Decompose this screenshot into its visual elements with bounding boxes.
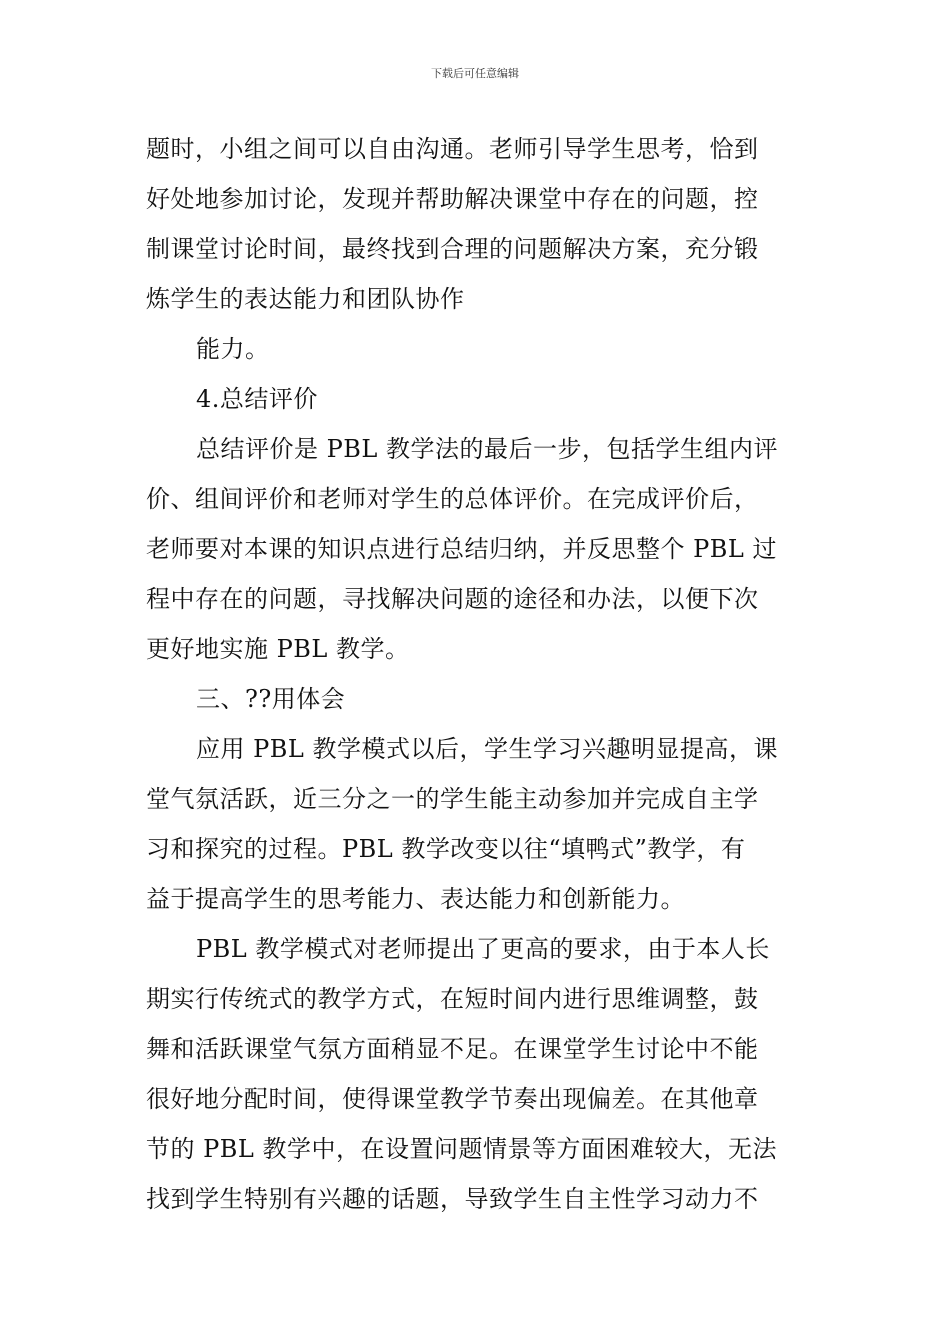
text-line: 应用 PBL 教学模式以后，学生学习兴趣明显提高，课 xyxy=(196,735,778,763)
page-header: 下载后可任意编辑 xyxy=(431,67,519,80)
text-line: 很好地分配时间，使得课堂教学节奏出现偏差。在其他章 xyxy=(146,1085,759,1113)
text-line: 程中存在的问题，寻找解决问题的途径和办法，以便下次 xyxy=(146,585,759,613)
text-line: 老师要对本课的知识点进行总结归纳，并反思整个 PBL 过 xyxy=(146,535,777,563)
text-line: 价、组间评价和老师对学生的总体评价。在完成评价后， xyxy=(146,485,759,513)
text-line: 好处地参加讨论，发现并帮助解决课堂中存在的问题，控 xyxy=(146,185,759,213)
text-line: 找到学生特别有兴趣的话题，导致学生自主性学习动力不 xyxy=(146,1185,759,1213)
text-line: 更好地实施 PBL 教学。 xyxy=(146,635,410,663)
text-line: 总结评价是 PBL 教学法的最后一步，包括学生组内评 xyxy=(196,435,778,463)
text-line: 益于提高学生的思考能力、表达能力和创新能力。 xyxy=(146,885,685,913)
text-line: 制课堂讨论时间，最终找到合理的问题解决方案，充分锻 xyxy=(146,235,759,263)
text-line: 炼学生的表达能力和团队协作 xyxy=(146,285,465,313)
text-line: 舞和活跃课堂气氛方面稍显不足。在课堂学生讨论中不能 xyxy=(146,1035,759,1063)
text-line: PBL 教学模式对老师提出了更高的要求，由于本人长 xyxy=(196,935,770,963)
text-line: 题时，小组之间可以自由沟通。老师引导学生思考，恰到 xyxy=(146,135,759,163)
text-line: 习和探究的过程。PBL 教学改变以往“填鸭式”教学，有 xyxy=(146,835,746,863)
text-line: 堂气氛活跃，近三分之一的学生能主动参加并完成自主学 xyxy=(146,785,759,813)
text-line: 能力。 xyxy=(196,335,270,363)
text-line: 期实行传统式的教学方式，在短时间内进行思维调整，鼓 xyxy=(146,985,759,1013)
section-heading: 三、??用体会 xyxy=(196,685,346,713)
section-heading: 4.总结评价 xyxy=(196,385,318,413)
text-line: 节的 PBL 教学中，在设置问题情景等方面困难较大，无法 xyxy=(146,1135,777,1163)
